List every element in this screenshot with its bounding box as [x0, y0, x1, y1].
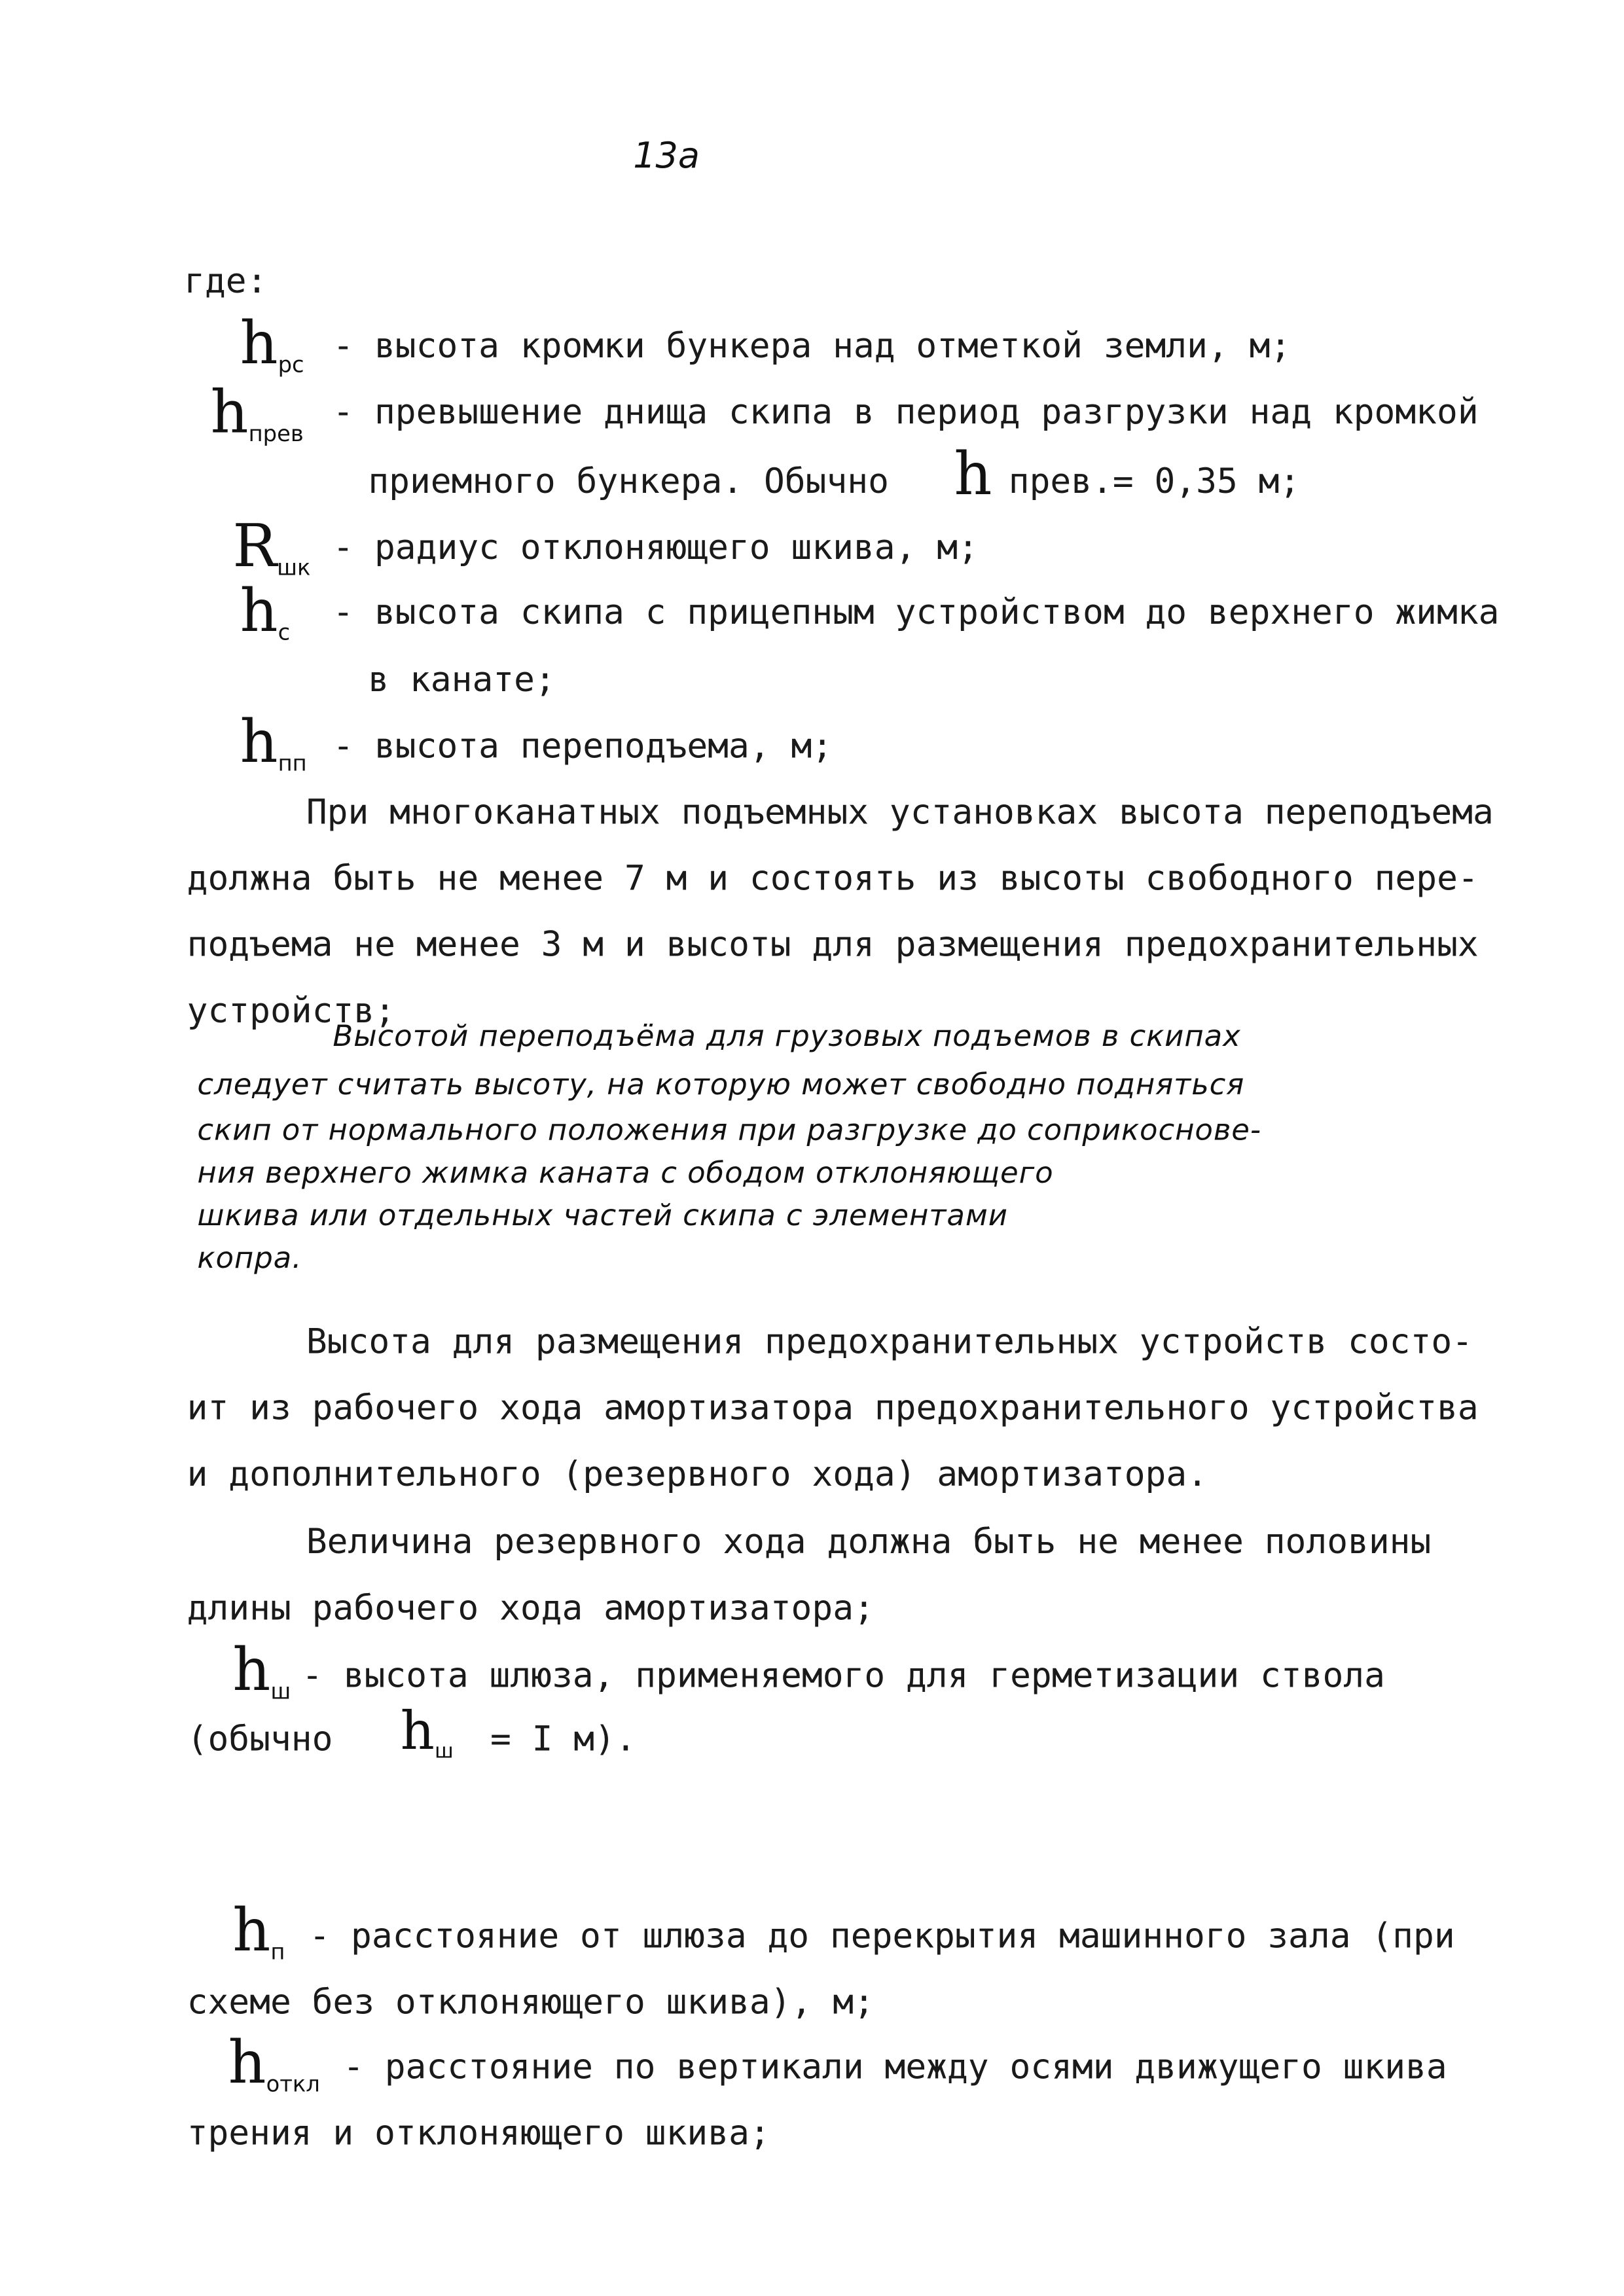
- handwritten-line-2: следует считать высоту, на которую может свободно подняться: [197, 1066, 1245, 1102]
- def-h-otkl-text: - расстояние по вертикали между осями движущего шкива: [343, 2045, 1447, 2087]
- symbol-r-shk: $R_{шк}$: [232, 513, 311, 581]
- symbol-h-s: $h_с$: [240, 578, 291, 646]
- def-h-sh-line2-start: (обычно: [187, 1717, 333, 1759]
- paragraph-2-line-1: Высота для размещения предохранительных устройств состо-: [306, 1321, 1473, 1362]
- symbol-h-p: $h_п$: [232, 1897, 285, 1965]
- def-h-otkl-continuation: трения и отклоняющего шкива;: [187, 2112, 770, 2154]
- paragraph-1-line-3: подъема не менее 3 м и высоты для размещения предохранительных: [187, 924, 1479, 965]
- page-number: 13а: [633, 135, 700, 177]
- paragraph-3-line-1: Величина резервного хода должна быть не менее половины: [306, 1520, 1432, 1562]
- def-r-shk-text: - радиус отклоняющего шкива, м;: [333, 526, 979, 568]
- def-h-rs-text: - высота кромки бункера над отметкой земли, м;: [333, 325, 1291, 367]
- handwritten-line-3: скип от нормального положения при разгрузке до соприкоснове-: [197, 1111, 1261, 1147]
- paragraph-1-line-2: должна быть не менее 7 м и состоять из высоты свободного пере-: [187, 857, 1479, 899]
- def-h-p-text: - расстояние от шлюза до перекрытия машинного зала (при: [309, 1914, 1455, 1956]
- def-h-prev-value: прев.= 0,35 м;: [1008, 460, 1301, 502]
- symbol-h-prev: $h_{прев}$: [210, 379, 304, 448]
- handwritten-line-1: Высотой переподъёма для грузовых подъемов в скипах: [333, 1018, 1241, 1054]
- symbol-h-pp: $h_{пп}$: [240, 709, 307, 777]
- paragraph-1-line-4: устройств;: [187, 990, 395, 1031]
- handwritten-line-6: копра.: [197, 1240, 302, 1276]
- def-h-prev-text: - превышение днища скипа в период разгрузки над кромкой: [333, 391, 1479, 433]
- def-h-s-continuation: в канате;: [368, 658, 556, 700]
- paragraph-1-line-1: При многоканатных подъемных установках высота переподъема: [306, 791, 1494, 833]
- symbol-h-rs: $h_{рс}$: [240, 310, 304, 378]
- handwritten-line-4: ния верхнего жимка каната с ободом отклоняющего: [197, 1155, 1054, 1191]
- handwritten-line-5: шкива или отдельных частей скипа с элементами: [197, 1197, 1008, 1233]
- where-label: где:: [184, 260, 268, 302]
- inline-symbol-h-sh: $h_ш$: [400, 1702, 454, 1764]
- def-h-pp-text: - высота переподъема, м;: [333, 725, 833, 766]
- paragraph-2-line-2: ит из рабочего хода амортизатора предохранительного устройства: [187, 1387, 1479, 1429]
- paragraph-2-line-3: и дополнительного (резервного хода) амортизатора.: [187, 1453, 1208, 1495]
- def-h-sh-text: - высота шлюза, применяемого для герметизации ствола: [302, 1655, 1385, 1696]
- def-h-p-continuation: схеме без отклоняющего шкива), м;: [187, 1981, 875, 2023]
- def-h-s-text: - высота скипа с прицепным устройством до верхнего жимка: [333, 591, 1500, 633]
- symbol-h-otkl: $h_{откл}$: [228, 2030, 320, 2098]
- def-h-prev-continuation: приемного бункера. Обычно: [368, 460, 889, 502]
- paragraph-3-line-2: длины рабочего хода амортизатора;: [187, 1587, 875, 1628]
- def-h-sh-line2-rest: = I м).: [490, 1717, 636, 1759]
- symbol-h-sh: $h_ш$: [232, 1637, 291, 1705]
- inline-symbol-h-prev: h: [954, 441, 992, 509]
